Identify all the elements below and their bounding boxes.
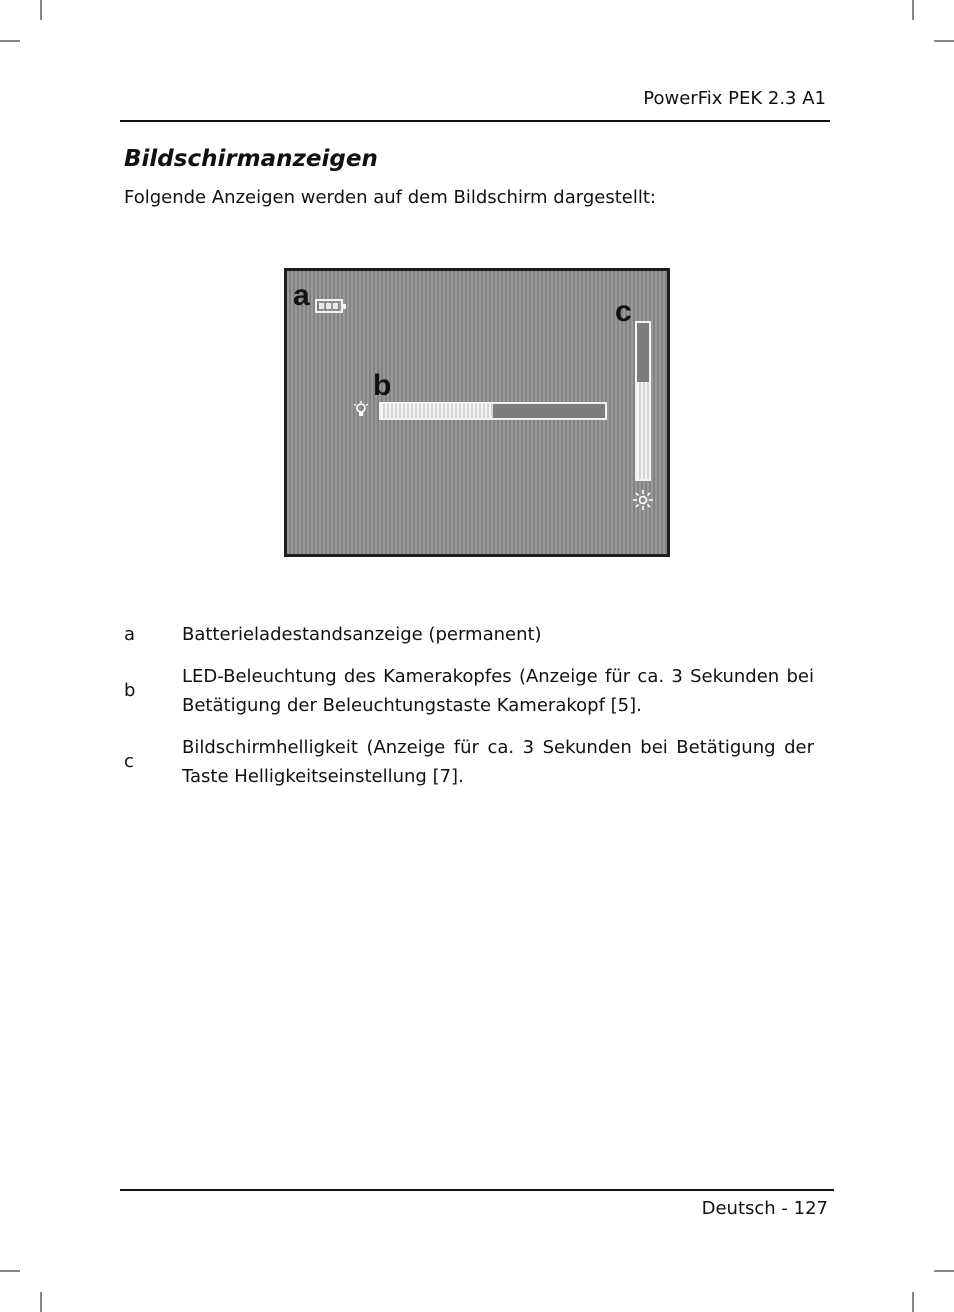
- crop-mark: [934, 1270, 954, 1272]
- battery-icon: [315, 299, 343, 313]
- screen-display-figure: [284, 268, 670, 557]
- legend-text: LED-Beleuchtung des Kamerakopfes (Anzeige für ca. 3 Sekunden bei Betätigung der Beleuchtungstaste Kamerakopf [5].: [182, 666, 814, 716]
- legend-text: Bildschirmhelligkeit (Anzeige für ca. 3 Sekunden bei Betätigung der Taste Helligkeitseinstellung [7].: [182, 737, 814, 787]
- brightness-level-bar: [635, 321, 651, 481]
- sun-icon-svg: [632, 489, 654, 511]
- crop-mark: [0, 1270, 20, 1272]
- label-c: c: [615, 295, 632, 328]
- led-level-fill: [381, 404, 493, 418]
- bulb-icon-svg: [353, 401, 369, 419]
- legend-text: Batterieladestandsanzeige (permanent): [182, 624, 542, 645]
- label-b: b: [373, 369, 392, 402]
- intro-text: Folgende Anzeigen werden auf dem Bildschirm dargestellt:: [124, 187, 656, 208]
- legend-item-c: [124, 733, 814, 793]
- legend-key: c: [124, 751, 134, 772]
- footer-rule: [120, 1189, 834, 1191]
- legend-item-b: [124, 662, 814, 722]
- crop-mark: [40, 1292, 42, 1312]
- crop-mark: [0, 40, 20, 42]
- footer-page-number: Deutsch - 127: [701, 1198, 828, 1219]
- led-level-bar: [379, 402, 607, 420]
- crop-mark: [912, 1292, 914, 1312]
- header-title: PowerFix PEK 2.3 A1: [643, 88, 826, 109]
- crop-mark: [40, 0, 42, 20]
- sun-icon: [632, 489, 654, 511]
- label-a: a: [293, 279, 310, 312]
- crop-mark: [912, 0, 914, 20]
- battery-segment: [326, 303, 331, 309]
- battery-segment: [319, 303, 324, 309]
- bulb-icon: [353, 401, 369, 419]
- section-title: Bildschirmanzeigen: [124, 146, 378, 172]
- brightness-level-fill: [637, 382, 649, 479]
- header-rule: [120, 120, 830, 122]
- legend-key: b: [124, 680, 136, 701]
- battery-segment: [333, 303, 338, 309]
- legend-item-a: [124, 620, 814, 652]
- legend-key: a: [124, 624, 136, 645]
- crop-mark: [934, 40, 954, 42]
